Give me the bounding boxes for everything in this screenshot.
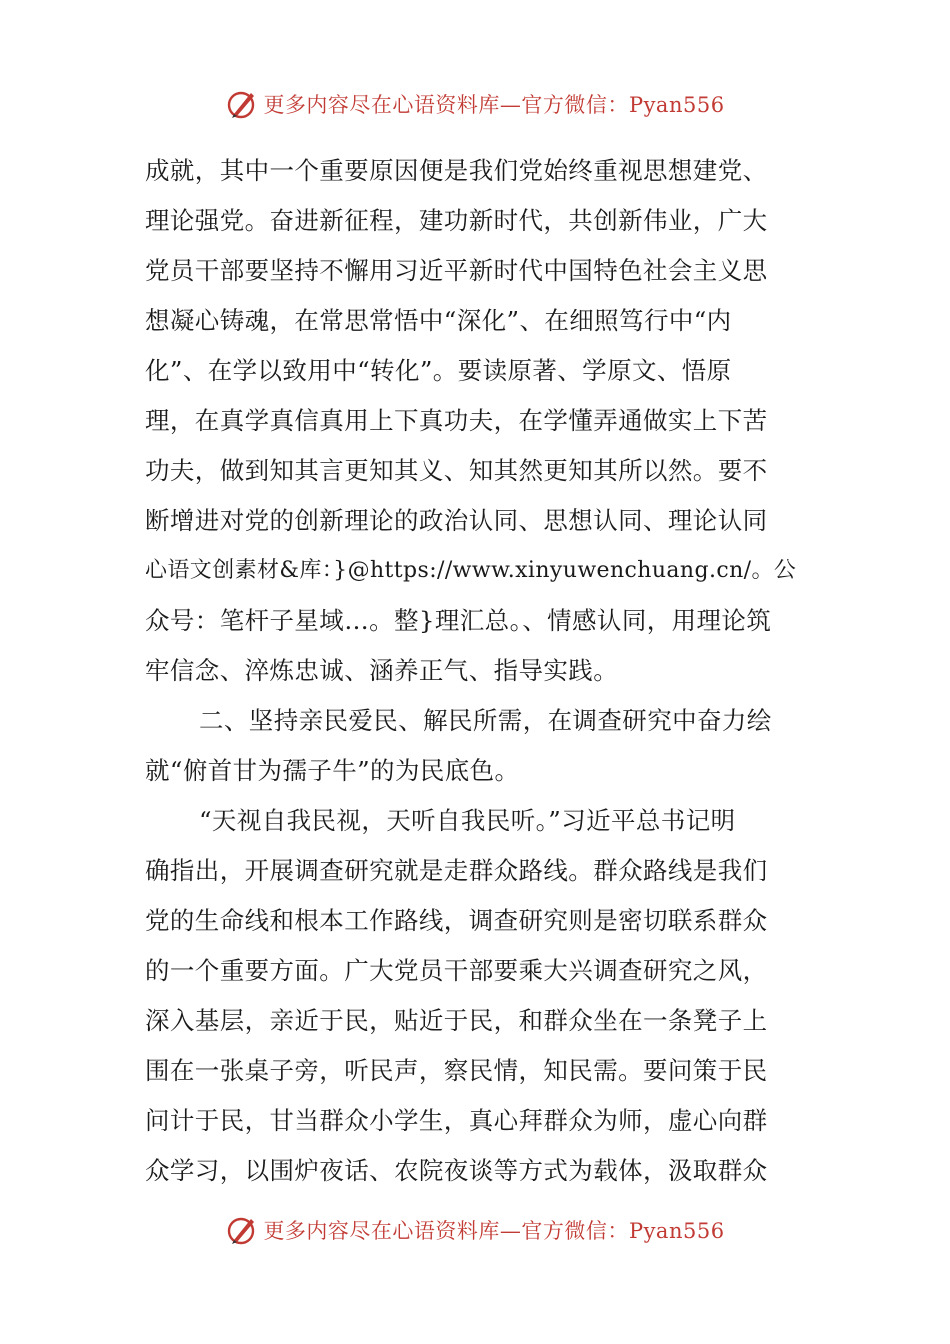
text-line: 众学习，以围炉夜话、农院夜谈等方式为载体，汲取群众	[145, 1156, 768, 1185]
text-line: 断增进对党的创新理论的政治认同、思想认同、理论认同	[145, 506, 768, 535]
text-line: 党员干部要坚持不懈用习近平新时代中国特色社会主义思	[145, 256, 768, 285]
text-line: 牢信念、淬炼忠诚、涵养正气、指导实践。	[145, 656, 619, 685]
text-line: “天视自我民视，天听自我民听。”习近平总书记明	[199, 806, 736, 835]
text-line: 功夫，做到知其言更知其义、知其然更知其所以然。要不	[145, 456, 768, 485]
text-line: 理，在真学真信真用上下真功夫，在学懂弄通做实上下苦	[145, 406, 768, 435]
text-line: 围在一张桌子旁，听民声，察民情，知民需。要问策于民	[145, 1056, 768, 1085]
text-line: 理论强党。奋进新征程，建功新时代，共创新伟业，广大	[145, 206, 768, 235]
text-line: 想凝心铸魂，在常思常悟中“深化”、在细照笃行中“内	[145, 306, 732, 335]
text-line: 确指出，开展调查研究就是走群众路线。群众路线是我们	[145, 856, 768, 885]
text-line: 问计于民，甘当群众小学生，真心拜群众为师，虚心向群	[145, 1106, 768, 1135]
text-line: 众号：笔杆子星域…。整}理汇总。、情感认同，用理论筑	[145, 606, 772, 635]
banner-text: 更多内容尽在心语资料库—官方微信：Pyan556	[263, 93, 725, 117]
section-heading-line: 就“俯首甘为孺子牛”的为民底色。	[145, 756, 520, 785]
text-line: 的一个重要方面。广大党员干部要乘大兴调查研究之风，	[145, 956, 768, 985]
pen-circle-logo-icon	[225, 1213, 259, 1247]
text-line: 党的生命线和根本工作路线，调查研究则是密切联系群众	[145, 906, 768, 935]
section-heading-line: 二、坚持亲民爱民、解民所需，在调查研究中奋力绘	[199, 706, 772, 735]
header-banner	[0, 84, 950, 124]
text-line: 深入基层，亲近于民，贴近于民，和群众坐在一条凳子上	[145, 1006, 768, 1035]
banner-brand: Pyan556	[628, 93, 725, 117]
banner-brand: Pyan556	[628, 1219, 725, 1243]
text-line-watermark: 心语文创素材&库：}@https://www.xinyuwenchuang.cn/。公	[145, 558, 797, 583]
banner-text: 更多内容尽在心语资料库—官方微信：Pyan556	[263, 1219, 725, 1243]
text-line: 成就，其中一个重要原因便是我们党始终重视思想建党、	[145, 156, 768, 185]
text-line: 化”、在学以致用中“转化”。要读原著、学原文、悟原	[145, 356, 732, 385]
document-body	[145, 146, 807, 1196]
footer-banner	[0, 1210, 950, 1250]
pen-circle-logo-icon	[225, 87, 259, 121]
